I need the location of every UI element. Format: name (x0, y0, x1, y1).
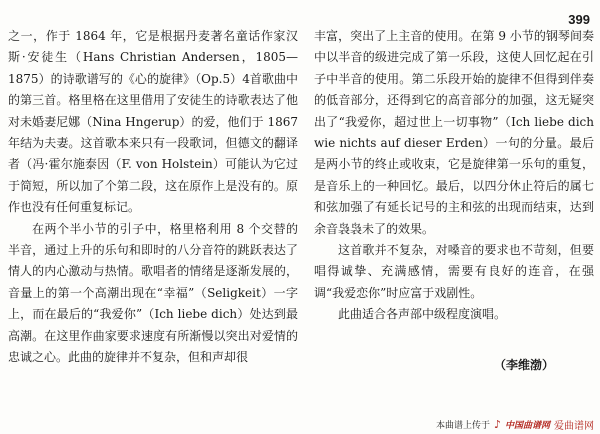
upload-note: 本曲谱上传于 (435, 421, 490, 431)
paragraph: 在两个半小节的引子中，格里格利用 8 个交替的半音，通过上升的乐句和即时的八分音符的跳跃表达了情人的内心激动与热情。歌唱者的情绪是逐渐发展的，音量上的第一个高潮出现在“幸福”（Seligkeit）一字上，而在最后的“我爱你”（Ich liebe dich）处达到最高潮。在这里作曲家要求速度有所渐慢以突出对爱情的忠诚之心。此曲的旋律并不复杂，但和声却很 (8, 221, 298, 365)
paragraph: 此曲适合各声部中级程度演唱。 (338, 307, 507, 322)
paragraph: 丰富，突出了上主音的使用。在第 9 小节的钢琴间奏中以半音的级进完成了第一乐段，这使人回忆起在引子中半音的使用。第二乐段开始的旋律不但得到伴奏的低音部分，还得到它的高音部分的加强，这无疑突出了“我爱你，超过世上一切事物”（Ich liebe dich wie nichts auf dieser Erden）一句的分量。最后是两小节的终止或收束，它是旋律第一乐句的重复，是音乐上的一种回忆。最后，以四分休止符后的属七和弦加强了有延长记号的主和弦的出现而结束，达到余音袅袅未了的效果。 (314, 29, 594, 236)
left-column (8, 26, 298, 369)
footer-watermark (436, 417, 594, 432)
right-column (314, 26, 594, 326)
page-number: 399 (568, 12, 590, 27)
author-credit: （李维渤） (494, 358, 555, 372)
paragraph: 之一，作于 1864 年，它是根据丹麦著名童话作家汉斯·安徒生（Hans Christian Andersen，1805—1875）的诗歌谱写的《心的旋律》（Op.5）4首歌曲中的第三首。格里格在这里借用了安徒生的诗歌表达了他对未婚妻尼娜（Nina Hngerup）的爱，他们于 1867 年结为夫妻。这首歌本来只有一段歌词，但德文的翻译者（冯·霍尔施泰因（F. von Holstein）可能认为它过于简短，所以加了个第二段，这在原作上是没有的。原作也没有任何重复标记。 (8, 29, 298, 215)
watermark-alt: 爱曲谱网 (554, 421, 594, 432)
paragraph: 这首歌并不复杂，对嗓音的要求也不苛刻，但要唱得诚挚、充满感情，需要有良好的连音，在强调“我爱恋你”时应富于戏剧性。 (314, 243, 594, 300)
music-note-icon: ♪ (493, 418, 501, 431)
watermark-brand: 中国曲谱网 (504, 421, 550, 431)
